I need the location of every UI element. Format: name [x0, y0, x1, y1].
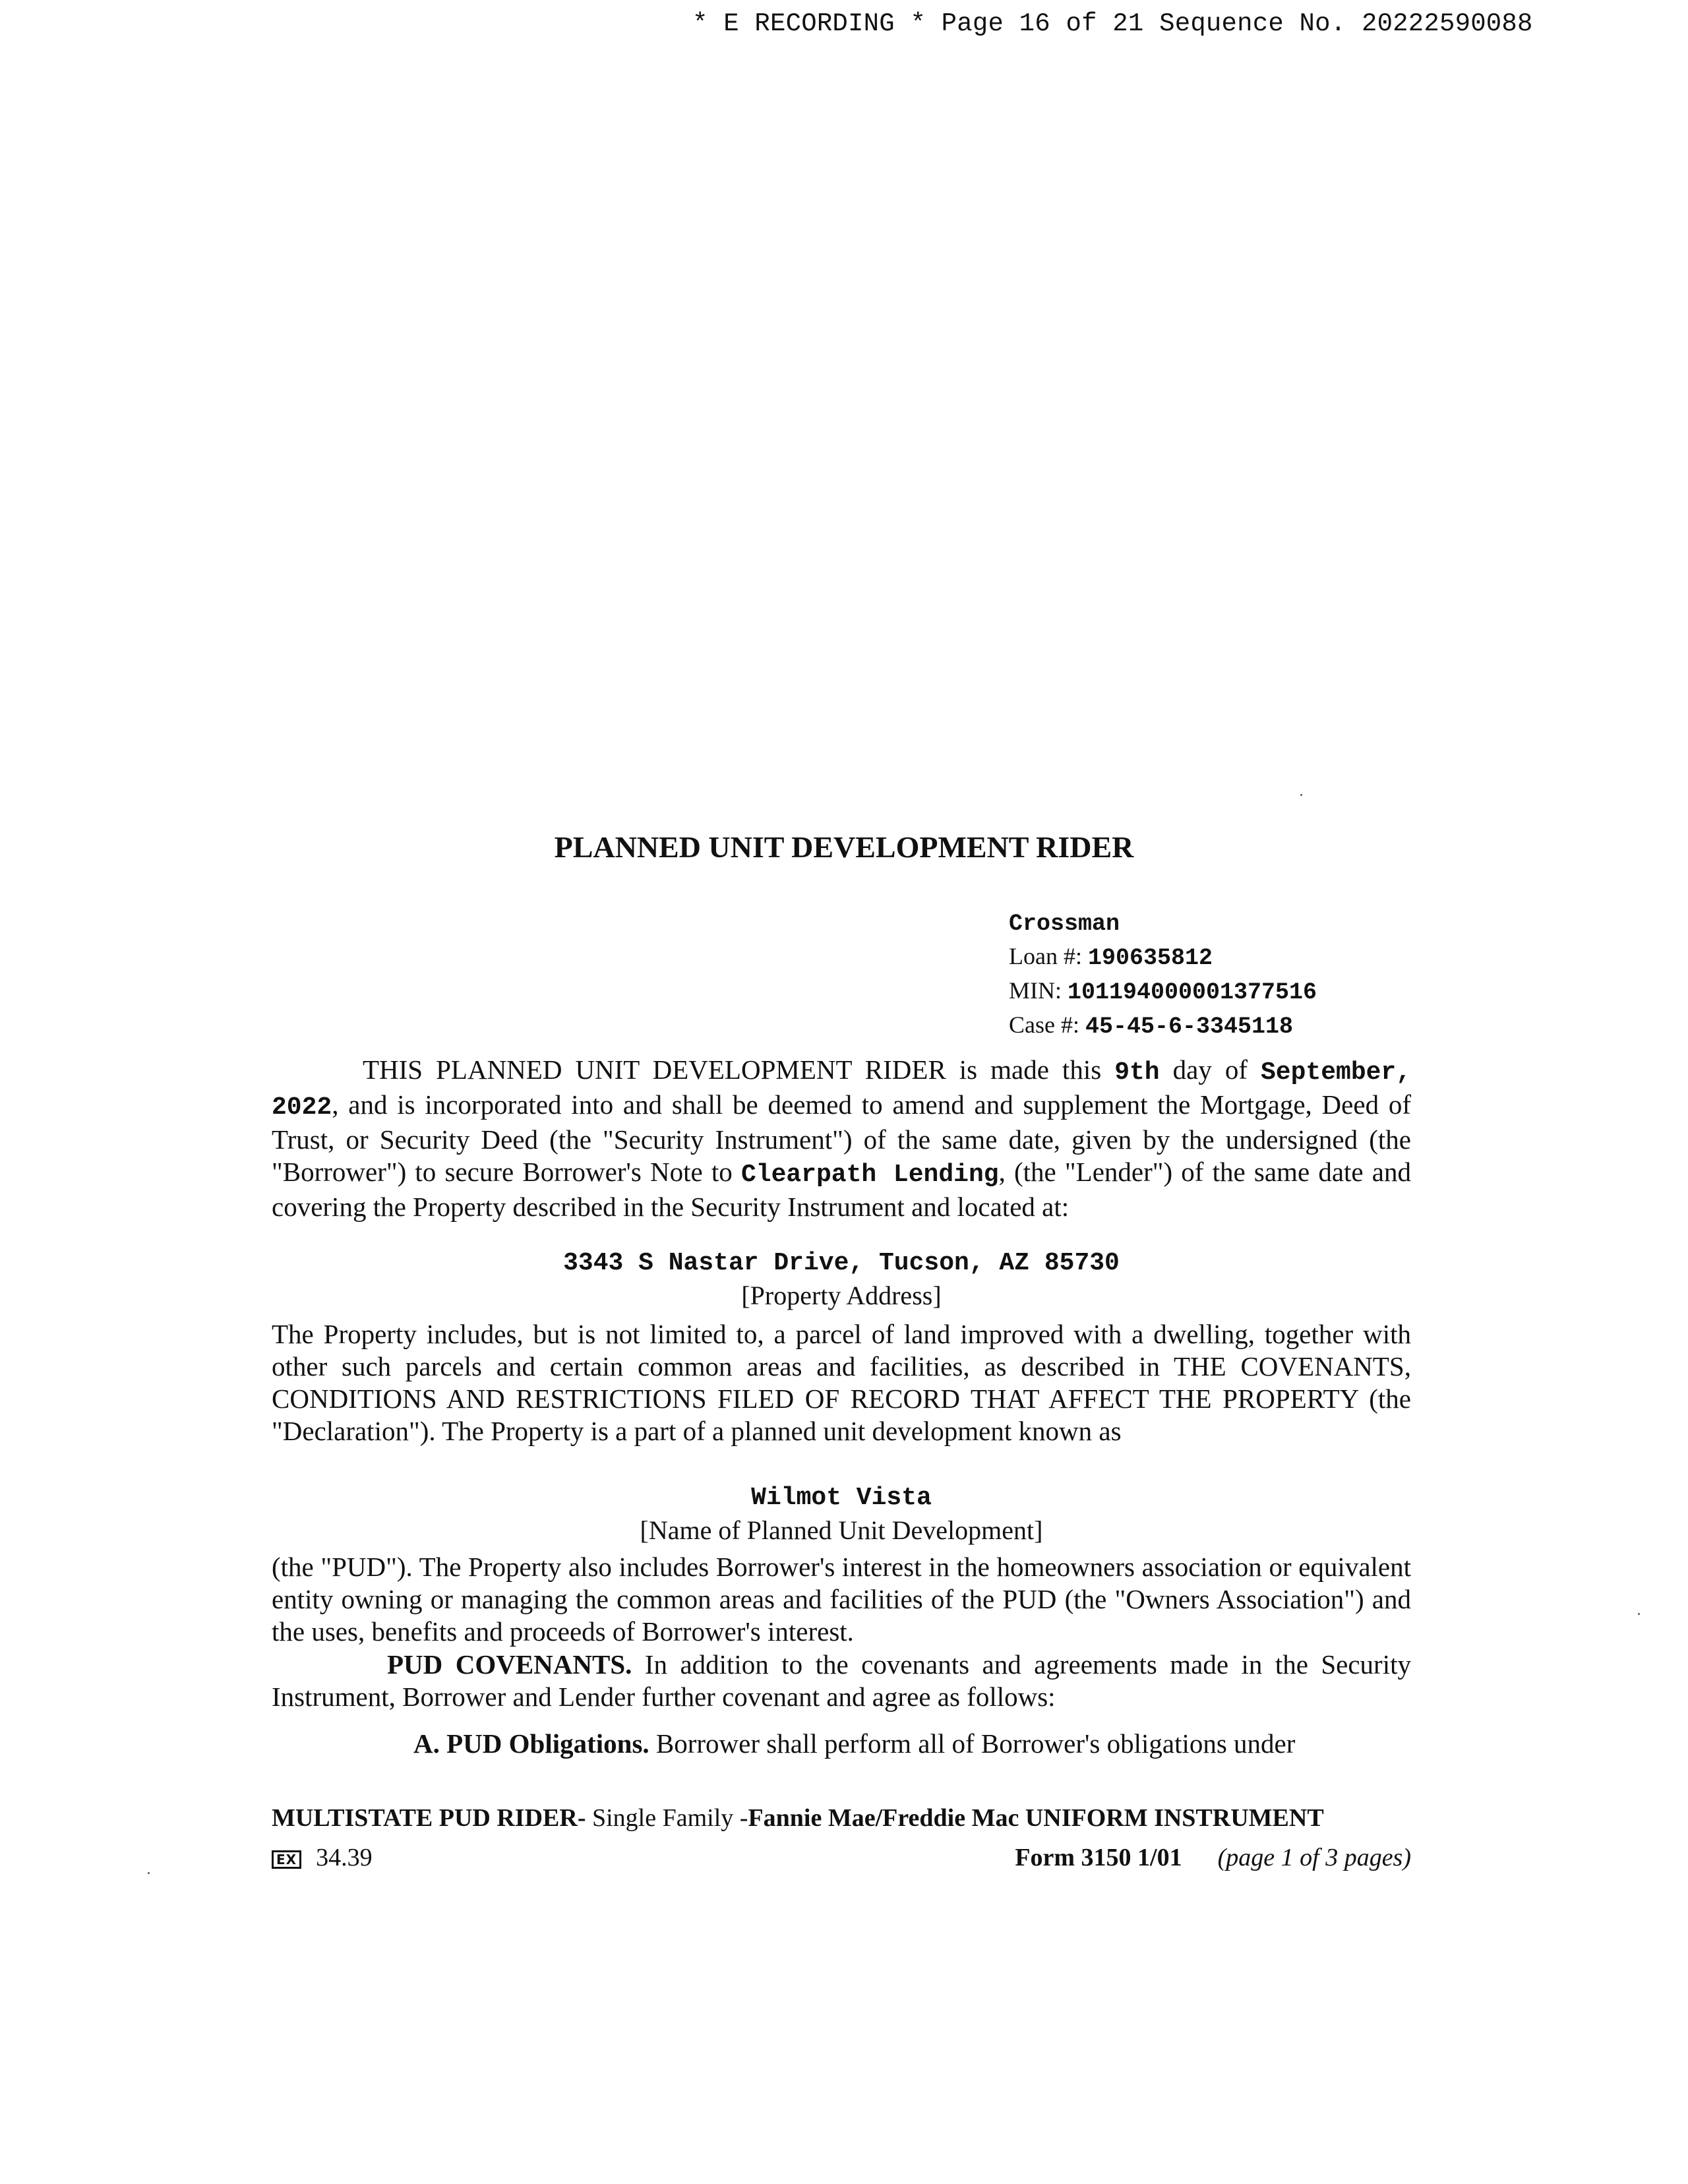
footer-left: [272, 1843, 373, 1872]
property-paragraph: The Property includes, but is not limited to, a parcel of land improved with a dwelling, together with other such parcels and certain common areas and facilities, as described in THE COVENANTS, CONDITIONS AND RESTRICTIONS FILED OF RECORD THAT AFFECT THE PROPERTY (the "Declaration"). The Property is a part of a planned unit development known as: [272, 1319, 1411, 1446]
footer-right: [1015, 1843, 1411, 1872]
property-address: 3343 S Nastar Drive, Tucson, AZ 85730: [563, 1249, 1120, 1277]
intro-paragraph: [272, 1054, 1411, 1223]
footer-page-of: (page 1 of 3 pages): [1217, 1844, 1411, 1871]
footer-agency: Fannie Mae/Freddie Mac UNIFORM INSTRUMENT: [748, 1804, 1324, 1832]
scan-speck: [148, 1872, 150, 1874]
property-address-caption: [Property Address]: [741, 1281, 942, 1310]
case-label: Case #:: [1009, 1012, 1079, 1038]
scan-speck: [1638, 1613, 1640, 1615]
min-number: 101194000001377516: [1068, 979, 1317, 1006]
ex-icon: EX: [272, 1850, 301, 1869]
lender-name: Clearpath Lending: [740, 1161, 999, 1189]
footer-doc-code: 34.39: [316, 1844, 373, 1871]
rider-day: 9th: [1114, 1058, 1160, 1087]
pud-name-caption: [Name of Planned Unit Development]: [640, 1515, 1043, 1545]
covenants-text: In addition to the covenants and agreements made in the Security Instrument, Borrower and Lender further covenant and agree as follows:: [272, 1649, 1411, 1712]
scan-speck: [1300, 794, 1302, 796]
obligations-text: Borrower shall perform all of Borrower's obligations under: [655, 1728, 1296, 1759]
footer-form-title: [272, 1804, 1324, 1833]
footer-rider-name: MULTISTATE PUD RIDER-: [272, 1804, 586, 1832]
footer-family: Single Family -: [591, 1804, 748, 1832]
intro-text-4: , (the "Lender") of the same date and covering the Property described in the Security Instrument and located at:: [272, 1157, 1411, 1222]
recording-header: * E RECORDING * Page 16 of 21 Sequence No. 20222590088: [692, 9, 1533, 38]
borrower-name: Crossman: [1009, 911, 1120, 937]
covenants-heading: PUD COVENANTS.: [387, 1649, 632, 1680]
document-title: PLANNED UNIT DEVELOPMENT RIDER: [554, 830, 1134, 864]
intro-text-3: , and is incorporated into and shall be deemed to amend and supplement the Mortgage, Deed of Trust, or Security Deed (the "Security Instrument") of the same date, given by the undersigned (the "Borrower") to secure Borrower's Note to: [272, 1089, 1411, 1187]
obligations-heading: A. PUD Obligations.: [413, 1728, 649, 1759]
obligations-paragraph: [272, 1728, 1411, 1760]
case-number: 45-45-6-3345118: [1085, 1014, 1294, 1040]
pud-name: Wilmot Vista: [751, 1484, 932, 1512]
footer-form-number: Form 3150 1/01: [1015, 1844, 1182, 1871]
loan-info-block: [1009, 906, 1317, 1043]
rider-month-year: September, 2022: [272, 1058, 1412, 1122]
pud-paragraph: (the "PUD"). The Property also includes Borrower's interest in the homeowners association or equivalent entity owning or managing the common areas and facilities of the PUD (the "Owners Association") and the uses, benefits and proceeds of Borrower's interest.: [272, 1552, 1411, 1647]
loan-number: 190635812: [1087, 945, 1213, 971]
footer-form-info: [272, 1843, 1411, 1876]
min-label: MIN:: [1009, 977, 1062, 1004]
intro-text-2: day of: [1172, 1054, 1248, 1085]
covenants-paragraph: [272, 1649, 1411, 1713]
loan-label: Loan #:: [1009, 943, 1082, 969]
intro-text-1: THIS PLANNED UNIT DEVELOPMENT RIDER is made this: [363, 1054, 1102, 1085]
